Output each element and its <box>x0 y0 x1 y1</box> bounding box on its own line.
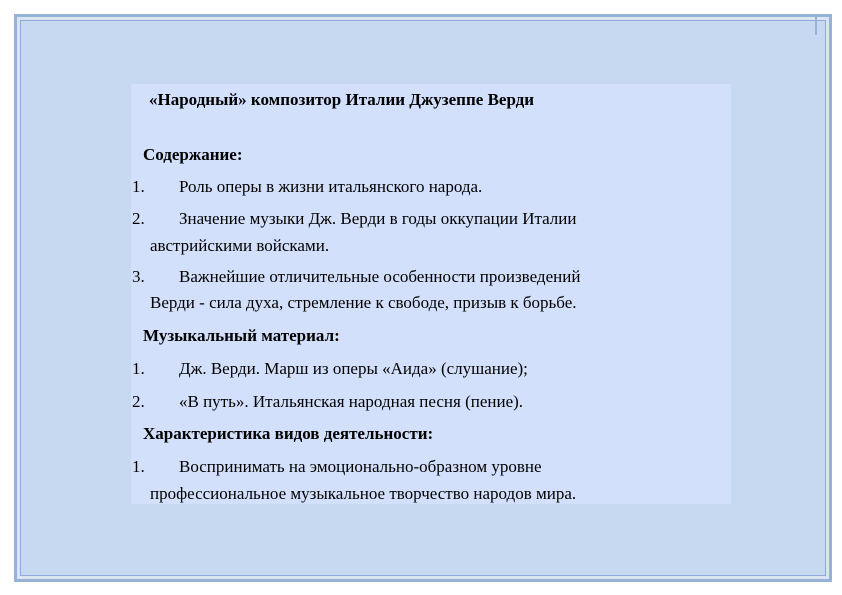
material-heading: Музыкальный материал: <box>143 326 340 345</box>
list-item-text: Роль оперы в жизни итальянского народа. <box>179 177 483 196</box>
list-item-number: 2. <box>132 392 145 411</box>
list-item-text-continued: австрийскими войсками. <box>150 236 330 255</box>
list-item-text: Дж. Верди. Марш из оперы «Аида» (слушание); <box>179 359 528 378</box>
list-item-number: 1. <box>132 359 145 378</box>
list-item-text-continued: профессиональное музыкальное творчество народов мира. <box>150 484 577 503</box>
slide-title: «Народный» композитор Италии Джузеппе Верди <box>149 90 535 109</box>
content-heading: Содержание: <box>143 145 243 164</box>
list-item-text: Воспринимать на эмоционально-образном уровне <box>179 457 542 476</box>
list-item-number: 2. <box>132 209 145 228</box>
frame-decoration <box>815 17 817 35</box>
list-item-number: 1. <box>132 177 145 196</box>
list-item-number: 1. <box>132 457 145 476</box>
list-item-text: «В путь». Итальянская народная песня (пение). <box>179 392 524 411</box>
list-item-number: 3. <box>132 267 145 286</box>
activities-heading: Характеристика видов деятельности: <box>143 424 434 443</box>
list-item-text: Значение музыки Дж. Верди в годы оккупации Италии <box>179 209 577 228</box>
slide-text-box <box>131 84 731 504</box>
list-item-text: Важнейшие отличительные особенности произведений <box>179 267 581 286</box>
list-item-text-continued: Верди - сила духа, стремление к свободе, призыв к борьбе. <box>150 293 577 312</box>
